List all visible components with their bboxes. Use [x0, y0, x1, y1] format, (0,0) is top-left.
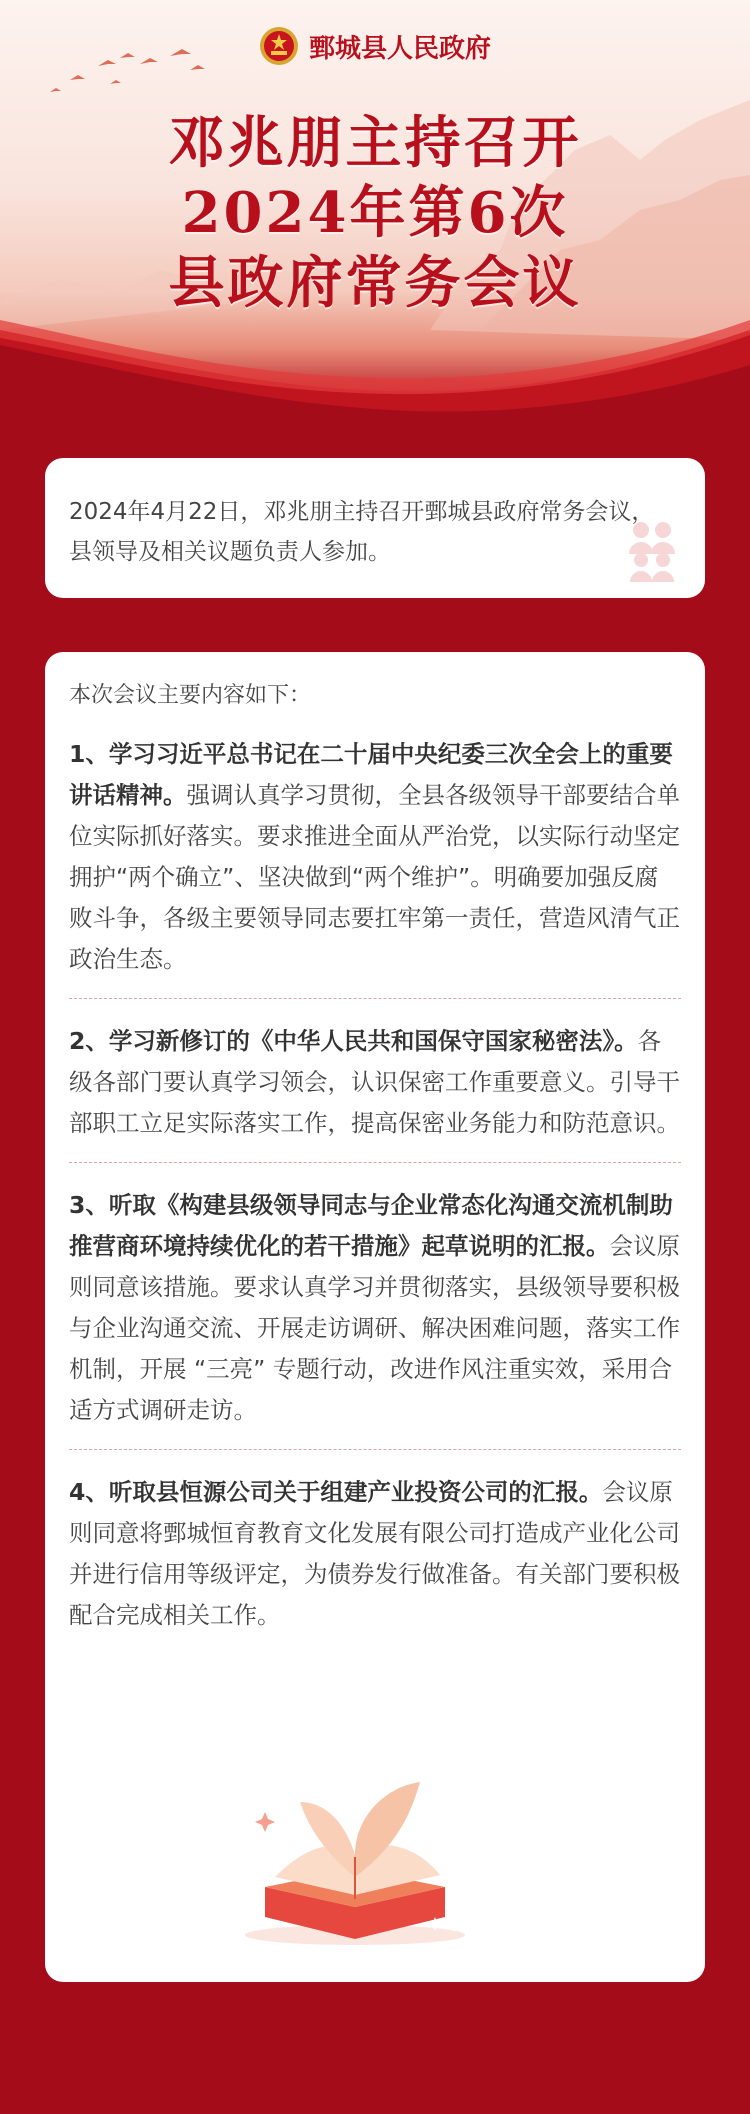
agenda-item-4-text: 会议原则同意将鄄城恒育教育文化发展有限公司打造成产业化公司并进行信用等级评定，为债券发行做准备。有关部门要积极配合完成相关工作。	[69, 1478, 680, 1629]
brand-name: 鄄城县人民政府	[308, 33, 491, 64]
agenda-item-3-heading: 3、听取《构建县级领导同志与企业常态化沟通交流机制助推营商环境持续优化的若干措施》起草说明的汇报。	[69, 1191, 673, 1260]
agenda-item-2	[69, 1021, 681, 1144]
divider	[69, 1449, 681, 1450]
agenda-item-1-text: 强调认真学习贯彻，全县各级领导干部要结合单位实际抓好落实。要求推进全面从严治党，以实际行动坚定拥护“两个确立”、坚决做到“两个维护”。明确要加强反腐败斗争，各级主要领导同志要扛牢第一责任，营造风清气正政治生态。	[69, 781, 680, 973]
meeting-content-card	[45, 652, 705, 1982]
agenda-item-2-heading: 2、学习新修订的《中华人民共和国保守国家秘密法》。	[69, 1027, 638, 1055]
agenda-item-3-text: 会议原则同意该措施。要求认真学习并贯彻落实，县级领导要积极与企业沟通交流、开展走访调研、解决困难问题，落实工作机制，开展 “三亮” 专题行动，改进作风注重实效，采用合适方式调研走访。	[69, 1232, 680, 1424]
agenda-item-4-heading: 4、听取县恒源公司关于组建产业投资公司的汇报。	[69, 1478, 603, 1506]
title-line-2: 2024年第6次	[181, 180, 569, 246]
content-intro: 本次会议主要内容如下：	[69, 683, 312, 708]
header-banner	[0, 0, 750, 470]
title-line-1: 邓兆朋主持召开	[168, 110, 582, 176]
summary-text: 2024年4月22日，邓兆朋主持召开鄄城县政府常务会议，县领导及相关议题负责人参加。	[69, 499, 655, 565]
divider	[69, 1162, 681, 1163]
summary-card	[45, 458, 705, 598]
government-brand	[0, 26, 750, 66]
agenda-item-3	[69, 1185, 681, 1431]
book-icon	[235, 1777, 475, 1951]
agenda-item-2-text: 各级各部门要认真学习领会，认识保密工作重要意义。引导干部职工立足实际落实工作，提高保密业务能力和防范意识。	[69, 1027, 680, 1137]
national-emblem-icon	[259, 26, 299, 66]
agenda-item-1	[69, 734, 681, 980]
agenda-item-1-heading: 1、学习习近平总书记在二十届中央纪委三次全会上的重要讲话精神。	[69, 740, 673, 809]
title-line-3: 县政府常务会议	[168, 250, 582, 316]
agenda-item-4	[69, 1472, 681, 1636]
page-title	[0, 108, 750, 318]
divider	[69, 998, 681, 999]
